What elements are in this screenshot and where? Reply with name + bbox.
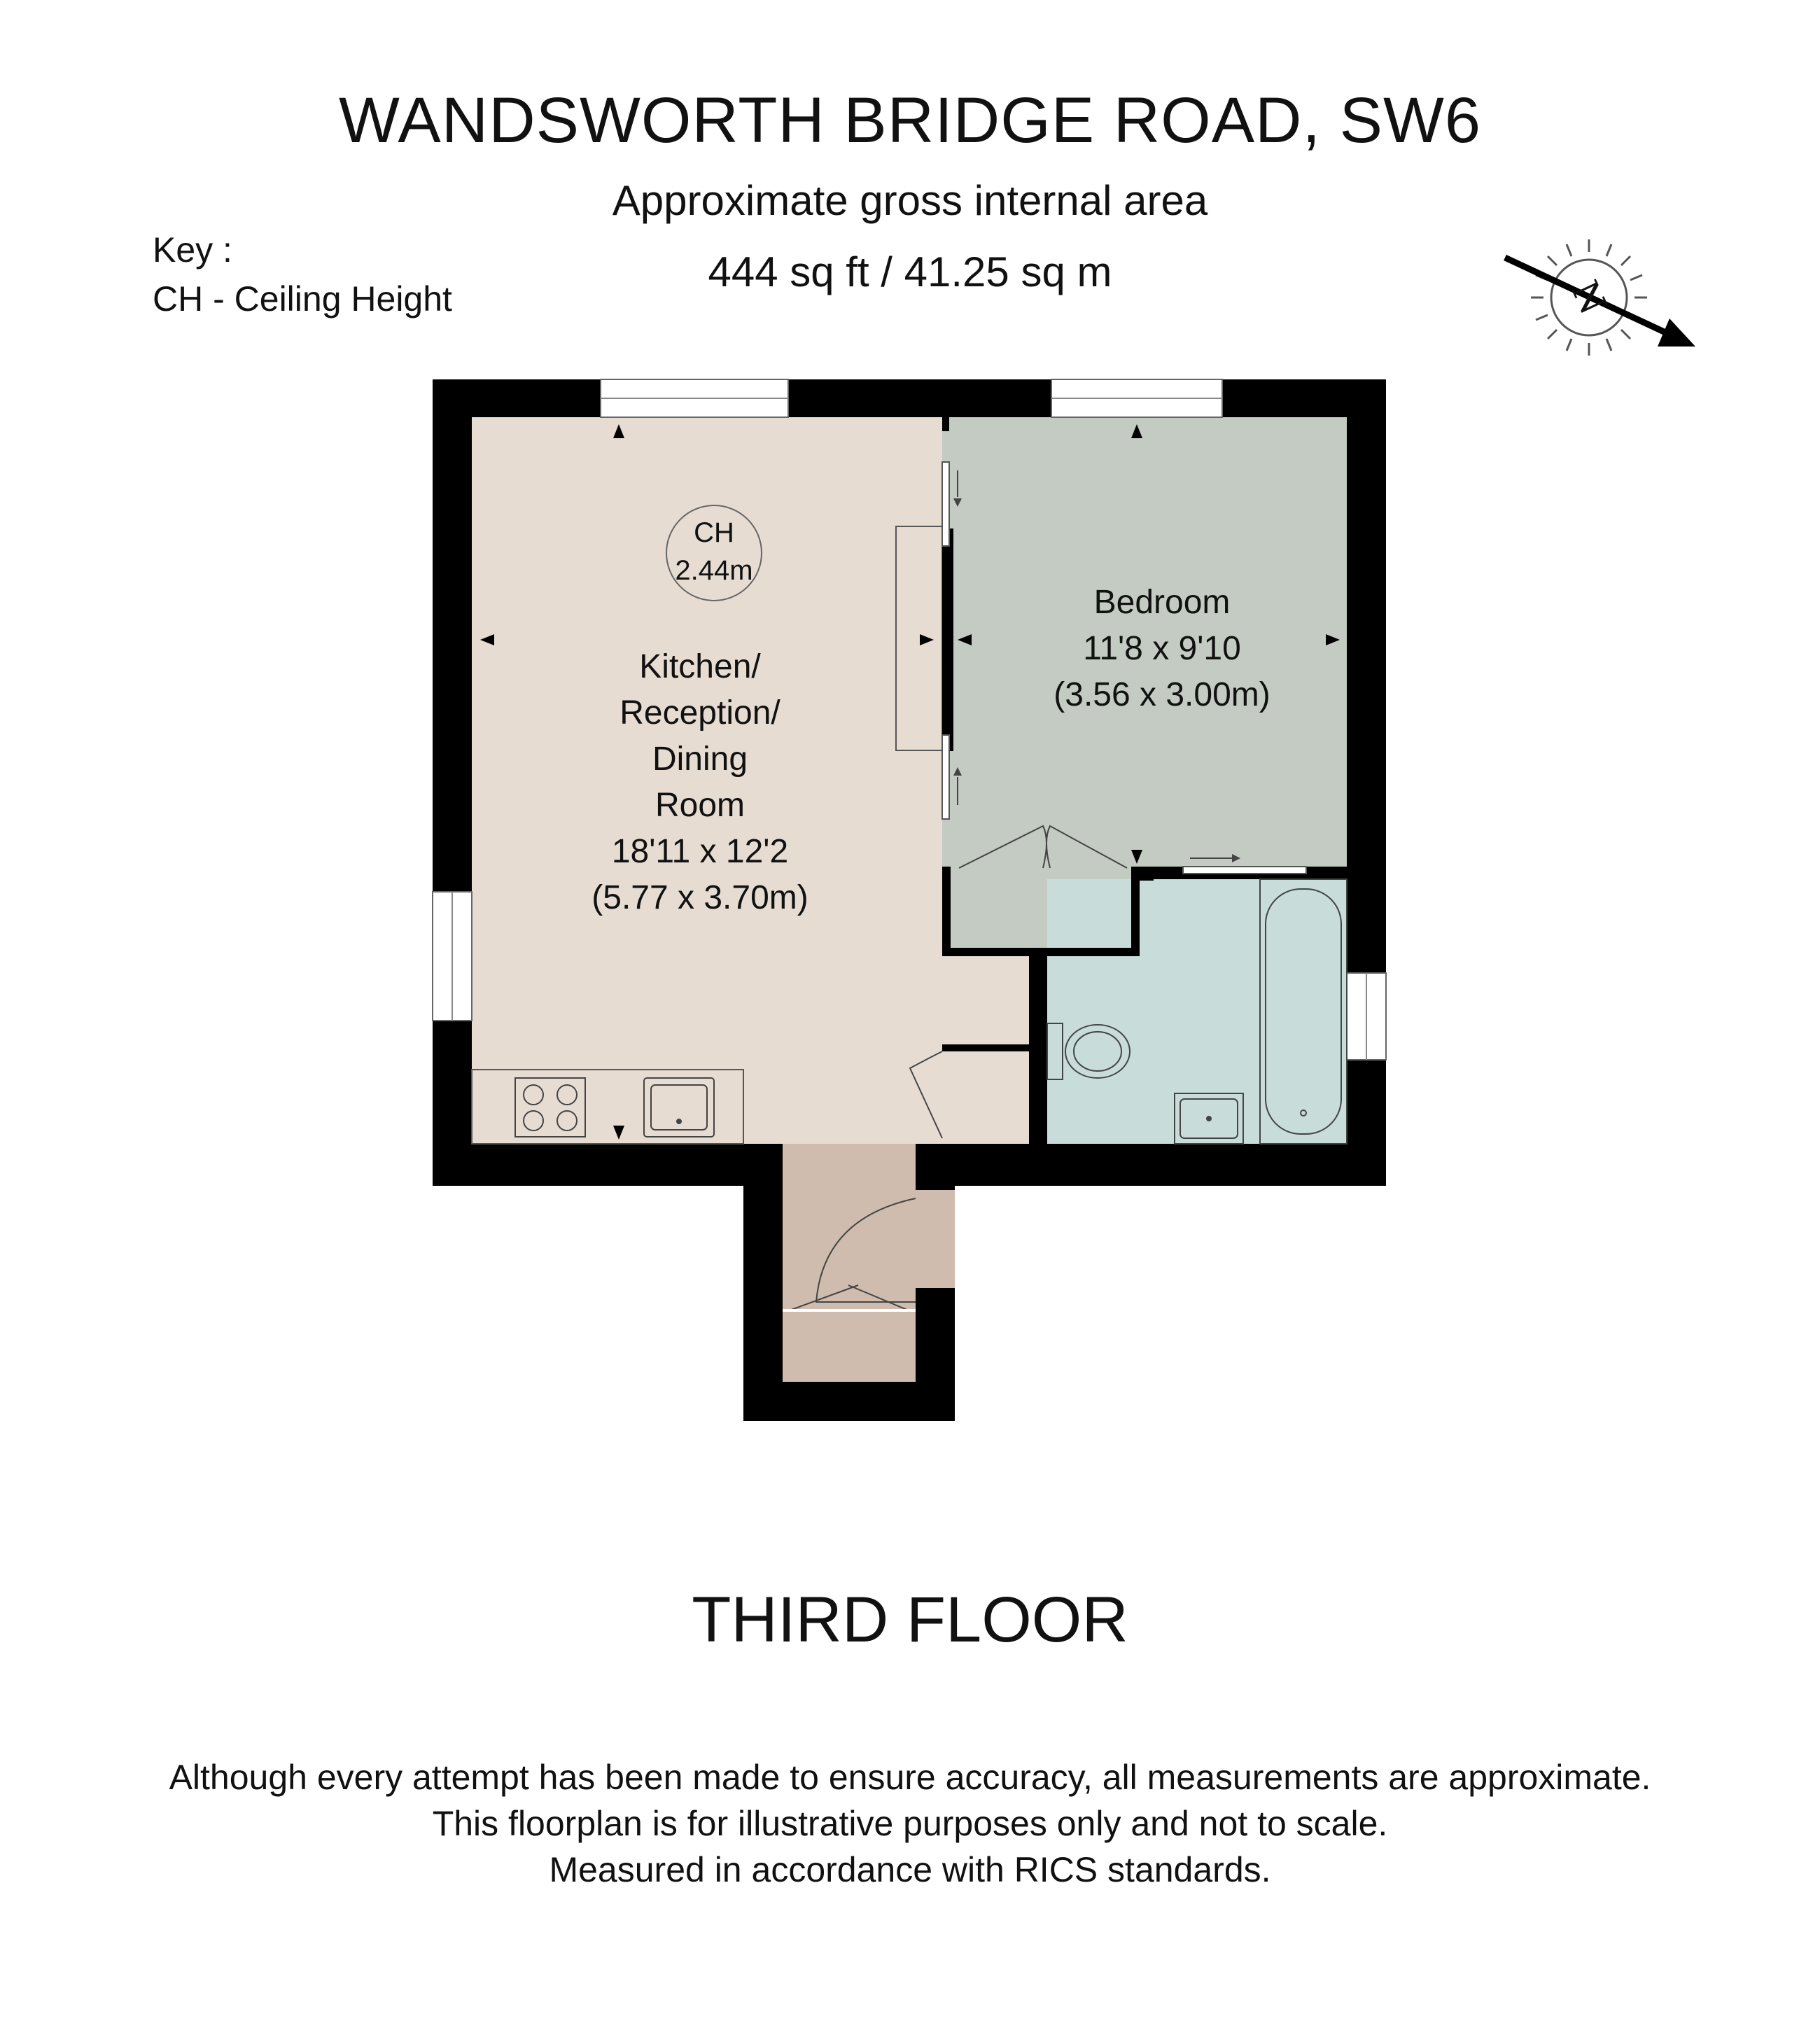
kitchen-name-line-2: Reception/: [620, 694, 780, 732]
page-title: WANDSWORTH BRIDGE ROAD, SW6: [339, 85, 1481, 156]
kitchen-name-line-4: Room: [654, 787, 746, 824]
storage-cupboard-upper: [942, 956, 1029, 1044]
bedroom-name: Bedroom: [1093, 584, 1231, 621]
key-title: Key :: [153, 230, 232, 270]
bath-icon: [1260, 879, 1347, 1144]
kitchen-name-line-1: Kitchen/: [639, 648, 761, 685]
disclaimer-line-1: Although every attempt has been made to ensure accuracy, all measurements are approximate.: [169, 1758, 1651, 1797]
kitchen-worktop: [472, 1070, 743, 1144]
area-value: 444 sq ft / 41.25 sq m: [708, 248, 1112, 295]
entrance-hall: [783, 1144, 916, 1382]
bedroom-dim-metric: (3.56 x 3.00m): [1054, 676, 1270, 713]
storage-cupboard-lower: [942, 1051, 1029, 1144]
kitchen-name-line-3: Dining: [652, 741, 748, 778]
kitchen-dim-metric: (5.77 x 3.70m): [592, 879, 808, 916]
compass-n-label: N: [1562, 274, 1614, 321]
disclaimer-line-3: Measured in accordance with RICS standards.: [549, 1850, 1271, 1889]
ch-label: CH: [694, 517, 734, 548]
kitchen-dim-imperial: 18'11 x 12'2: [611, 833, 789, 870]
ch-value: 2.44m: [675, 555, 753, 586]
area-label: Approximate gross internal area: [612, 177, 1208, 224]
hall-recess: [916, 1190, 955, 1288]
compass-icon: [1505, 239, 1695, 356]
key-entry: CH - Ceiling Height: [153, 279, 452, 318]
floor-name: THIRD FLOOR: [692, 1584, 1128, 1656]
disclaimer-line-2: This floorplan is for illustrative purposes only and not to scale.: [432, 1804, 1388, 1843]
bedroom-dim-imperial: 11'8 x 9'10: [1083, 630, 1241, 667]
